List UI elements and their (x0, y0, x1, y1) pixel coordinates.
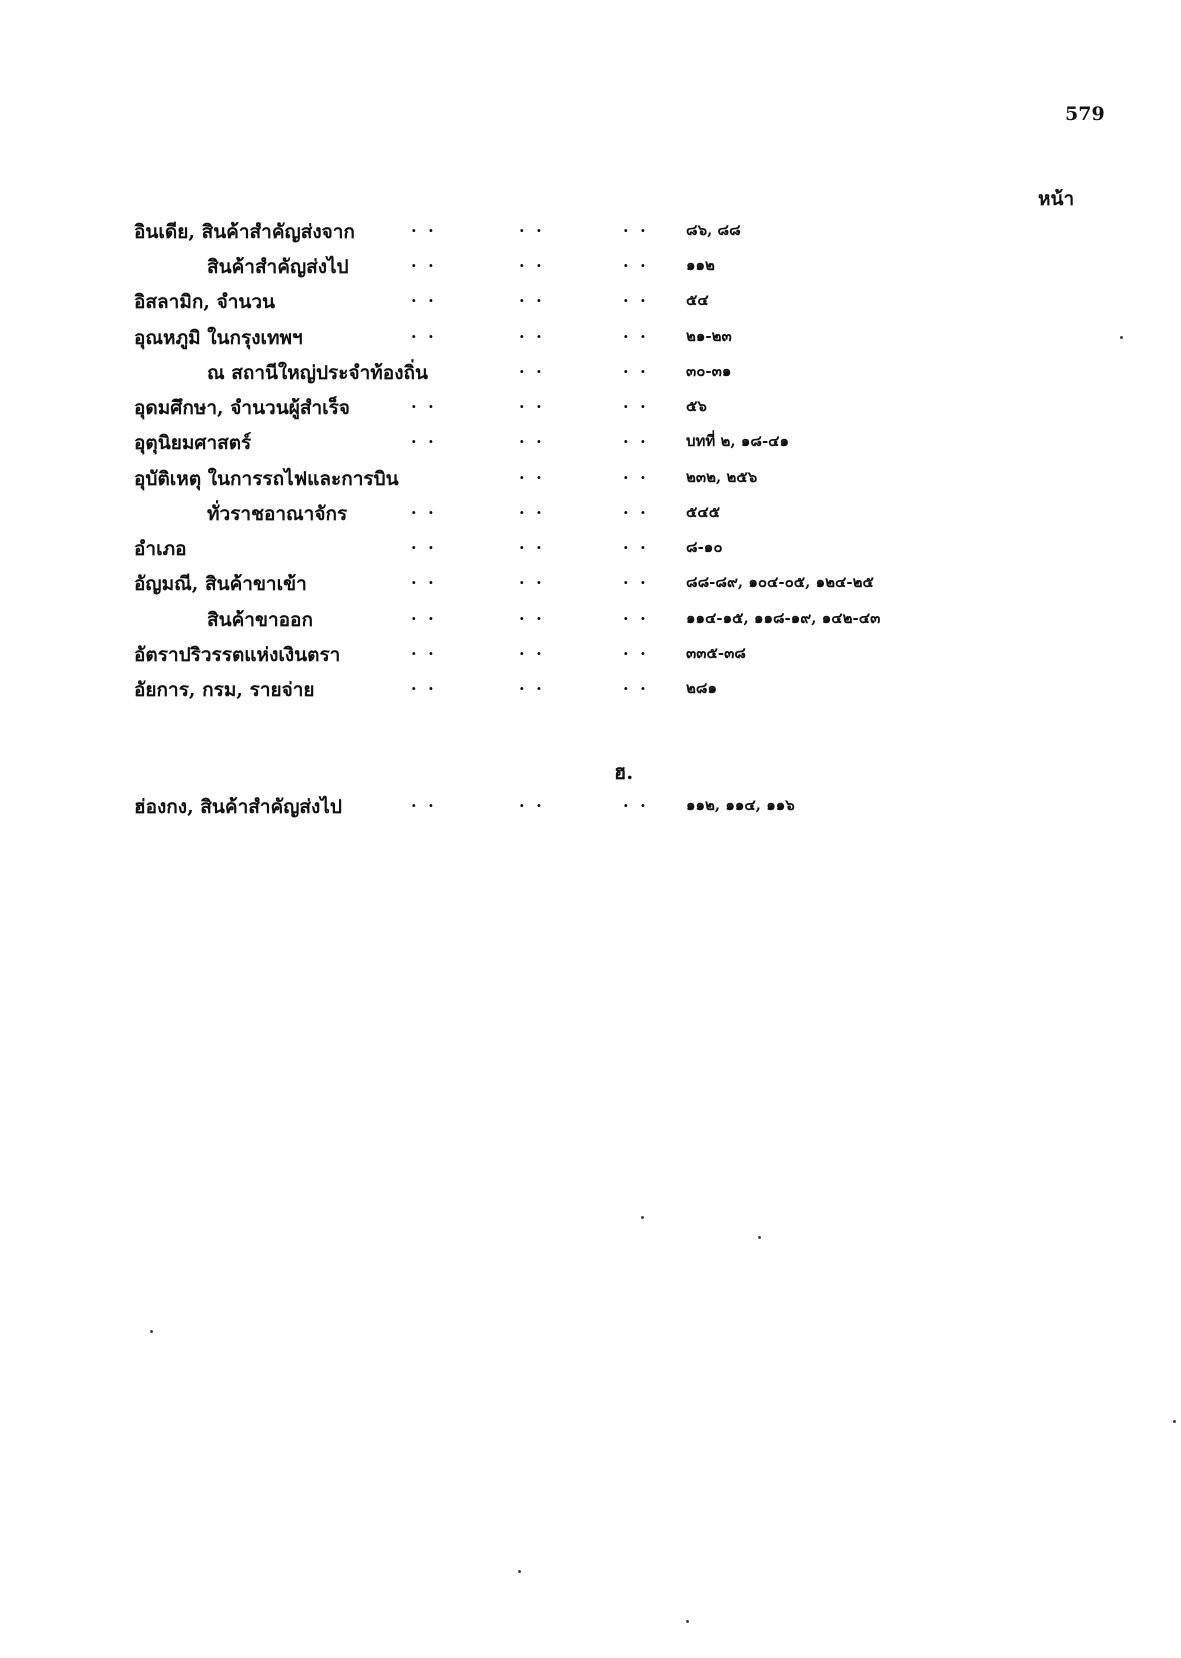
index-term: อุตุนิยมศาสตร์ (134, 432, 252, 454)
dot-leader: . . (519, 393, 545, 412)
dot-leader: . . (411, 640, 437, 659)
index-entry (0, 358, 1181, 390)
index-term: ฮ่องกง, สินค้าสำคัญส่งไป (134, 796, 342, 818)
dot-leader: . . (519, 464, 545, 483)
dot-leader: . . (519, 640, 545, 659)
page-refs: ๓๐-๓๑ (686, 362, 732, 380)
dot-leader: . . (623, 534, 649, 553)
page-refs: ๕๔ (686, 291, 709, 309)
dot-leader: . . (623, 428, 649, 447)
scan-speck (1120, 336, 1123, 339)
index-term: อุบัติเหตุ ในการรถไฟและการบิน (134, 468, 399, 490)
index-entry (0, 287, 1181, 319)
index-term: อัยการ, กรม, รายจ่าย (134, 679, 315, 701)
page-refs: ๑๑๒, ๑๑๔, ๑๑๖ (686, 796, 795, 814)
page-refs: ๘-๑๐ (686, 538, 723, 556)
page-refs: ๘๖, ๘๘ (686, 221, 741, 239)
page-refs: ๕๖ (686, 397, 707, 415)
page-refs: ๓๓๕-๓๘ (686, 644, 746, 662)
dot-leader: . . (519, 287, 545, 306)
dot-leader: . . (623, 217, 649, 236)
dot-leader: . . (623, 675, 649, 694)
index-entry (0, 675, 1181, 707)
page-refs: บทที่ ๒, ๑๘-๔๑ (686, 432, 790, 450)
page-column-heading: หน้า (1038, 188, 1075, 210)
index-entry (0, 393, 1181, 425)
dot-leader: . . (411, 605, 437, 624)
dot-leader: . . (411, 252, 437, 271)
scan-speck (150, 1330, 153, 1333)
dot-leader: . . (519, 252, 545, 271)
dot-leader: . . (519, 217, 545, 236)
index-entry (0, 428, 1181, 460)
dot-leader: . . (519, 569, 545, 588)
scan-speck (518, 1570, 521, 1573)
dot-leader: . . (519, 675, 545, 694)
dot-leader: . . (623, 605, 649, 624)
index-entry (0, 323, 1181, 355)
dot-leader: . . (519, 499, 545, 518)
index-entry (0, 499, 1181, 531)
index-subterm: ณ สถานีใหญ่ประจำท้องถิ่น (207, 362, 428, 384)
dot-leader: . . (623, 464, 649, 483)
dot-leader: . . (411, 393, 437, 412)
page-refs: ๑๑๒ (686, 256, 715, 274)
dot-leader: . . (519, 428, 545, 447)
page-refs: ๕๔๕ (686, 503, 721, 521)
scan-speck (641, 1216, 644, 1219)
index-term: อุดมศึกษา, จำนวนผู้สำเร็จ (134, 397, 350, 419)
index-entry (0, 792, 1181, 824)
section-heading: ฮ. (614, 760, 634, 784)
scan-speck (1173, 1420, 1176, 1423)
dot-leader: . . (623, 323, 649, 342)
dot-leader: . . (519, 605, 545, 624)
index-term: อัตราปริวรรตแห่งเงินตรา (134, 644, 341, 666)
index-entry (0, 605, 1181, 637)
index-term: อัญมณี, สินค้าขาเข้า (134, 573, 307, 595)
dot-leader: . . (411, 428, 437, 447)
dot-leader: . . (411, 287, 437, 306)
dot-leader: . . (623, 792, 649, 811)
dot-leader: . . (623, 640, 649, 659)
scan-speck (686, 1620, 689, 1623)
index-term: อินเดีย, สินค้าสำคัญส่งจาก (134, 221, 355, 243)
index-term: อิสลามิก, จำนวน (134, 291, 276, 313)
index-entry (0, 534, 1181, 566)
index-entry (0, 217, 1181, 249)
page-number: 579 (1065, 103, 1105, 125)
page-refs: ๑๑๔-๑๕, ๑๑๘-๑๙, ๑๔๒-๔๓ (686, 609, 881, 627)
dot-leader: . . (411, 217, 437, 236)
index-subterm: สินค้าขาออก (207, 609, 313, 631)
dot-leader: . . (623, 252, 649, 271)
dot-leader: . . (623, 358, 649, 377)
dot-leader: . . (623, 287, 649, 306)
dot-leader: . . (519, 358, 545, 377)
page-refs: ๘๘-๘๙, ๑๐๔-๐๕, ๑๒๔-๒๕ (686, 573, 874, 591)
index-entry (0, 464, 1181, 496)
index-term: อำเภอ (134, 538, 187, 560)
dot-leader: . . (519, 792, 545, 811)
dot-leader: . . (519, 534, 545, 553)
index-entry (0, 252, 1181, 284)
dot-leader: . . (623, 393, 649, 412)
index-subterm: ทั่วราชอาณาจักร (207, 503, 348, 525)
dot-leader: . . (519, 323, 545, 342)
index-entry (0, 569, 1181, 601)
page-refs: ๒๓๒, ๒๕๖ (686, 468, 758, 486)
page-refs: ๒๘๑ (686, 679, 717, 697)
dot-leader: . . (411, 569, 437, 588)
dot-leader: . . (623, 499, 649, 518)
dot-leader: . . (411, 323, 437, 342)
dot-leader: . . (411, 499, 437, 518)
scan-speck (758, 1236, 761, 1239)
dot-leader: . . (411, 534, 437, 553)
index-term: อุณหภูมิ ในกรุงเทพฯ (134, 327, 303, 349)
dot-leader: . . (623, 569, 649, 588)
index-subterm: สินค้าสำคัญส่งไป (207, 256, 349, 278)
dot-leader: . . (411, 675, 437, 694)
dot-leader: . . (411, 792, 437, 811)
page-refs: ๒๑-๒๓ (686, 327, 732, 345)
index-entry (0, 640, 1181, 672)
